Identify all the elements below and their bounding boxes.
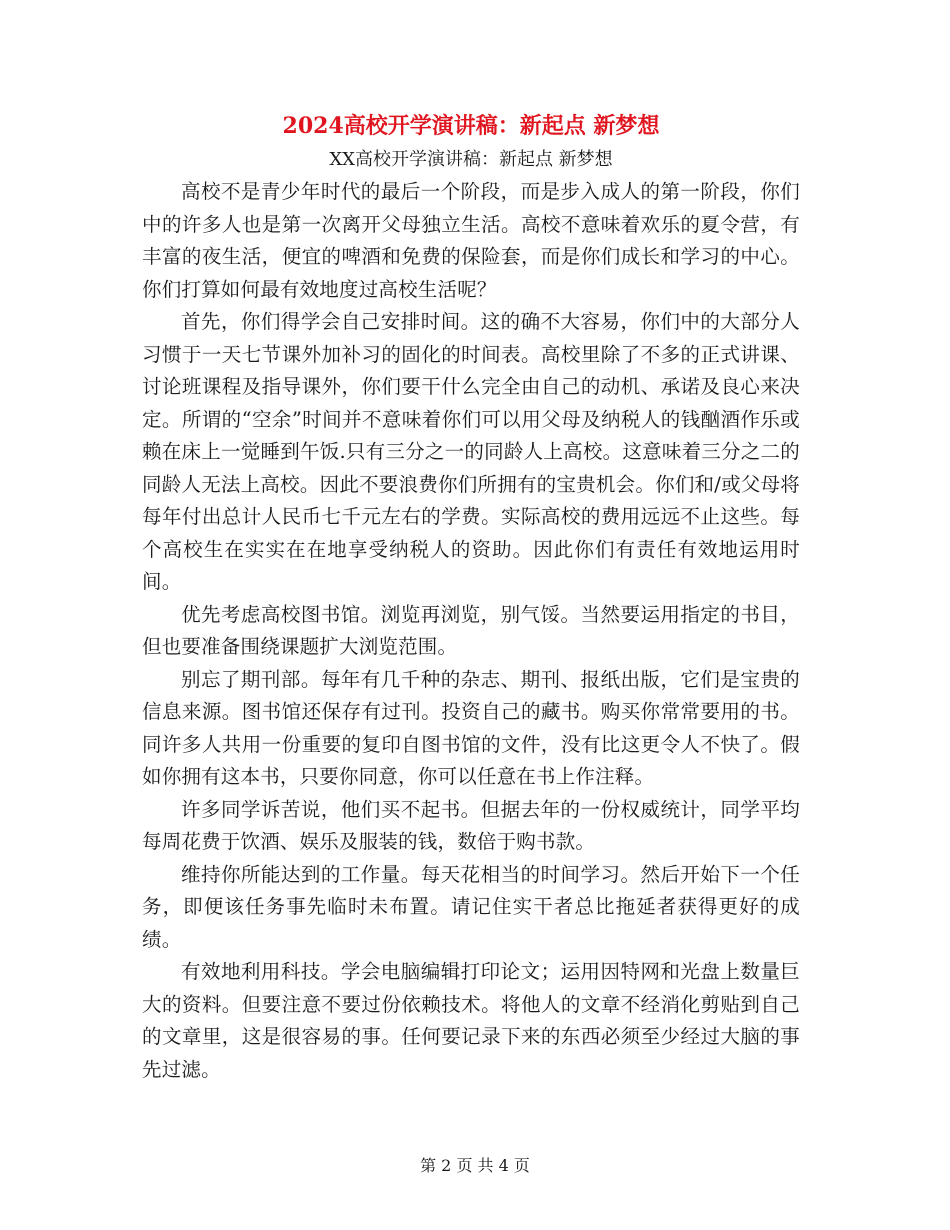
paragraph: 维持你所能达到的工作量。每天花相当的时间学习。然后开始下一个任务，即便该任务事先临时未布置。请记住实干者总比拖延者获得更好的成绩。 <box>142 862 800 951</box>
paragraph: 许多同学诉苦说，他们买不起书。但据去年的一份权威统计，同学平均每周花费于饮酒、娱乐及服装的钱，数倍于购书款。 <box>142 797 800 853</box>
page-footer: 第 2 页 共 4 页 <box>420 1156 530 1175</box>
paragraph: 有效地利用科技。学会电脑编辑打印论文；运用因特网和光盘上数量巨大的资料。但要注意不要过份依赖技术。将他人的文章不经消化剪贴到自己的文章里，这是很容易的事。任何要记录下来的东西必须至少经过大脑的事先过滤。 <box>142 960 800 1081</box>
document-body <box>142 108 800 1086</box>
document-title: 2024高校开学演讲稿：新起点 新梦想 <box>282 113 660 139</box>
paragraph: 高校不是青少年时代的最后一个阶段，而是步入成人的第一阶段，你们中的许多人也是第一次离开父母独立生活。高校不意味着欢乐的夏令营，有丰富的夜生活，便宜的啤酒和免费的保险套，而是你们成长和学习的中心。你们打算如何最有效地度过高校生活呢？ <box>142 180 800 301</box>
paragraph: 别忘了期刊部。每年有几千种的杂志、期刊、报纸出版，它们是宝贵的信息来源。图书馆还保存有过刊。投资自己的藏书。购买你常常要用的书。同许多人共用一份重要的复印自图书馆的文件，没有比这更令人不快了。假如你拥有这本书，只要你同意，你可以任意在书上作注释。 <box>142 667 800 788</box>
paragraph: 优先考虑高校图书馆。浏览再浏览，别气馁。当然要运用指定的书目，但也要准备围绕课题扩大浏览范围。 <box>142 602 800 658</box>
document-subtitle: XX高校开学演讲稿：新起点 新梦想 <box>329 149 613 170</box>
paragraph: 首先，你们得学会自己安排时间。这的确不大容易，你们中的大部分人习惯于一天七节课外加补习的固化的时间表。高校里除了不多的正式讲课、讨论班课程及指导课外，你们要干什么完全由自己的动机、承诺及良心来决定。所谓的“空余”时间并不意味着你们可以用父母及纳税人的钱酗酒作乐或赖在床上一觉睡到午饭.只有三分之一的同龄人上高校。这意味着三分之二的同龄人无法上高校。因此不要浪费你们所拥有的宝贵机会。你们和/或父母将每年付出总计人民币七千元左右的学费。实际高校的费用远远不止这些。每个高校生在实实在在地享受纳税人的资助。因此你们有责任有效地运用时间。 <box>142 310 800 593</box>
